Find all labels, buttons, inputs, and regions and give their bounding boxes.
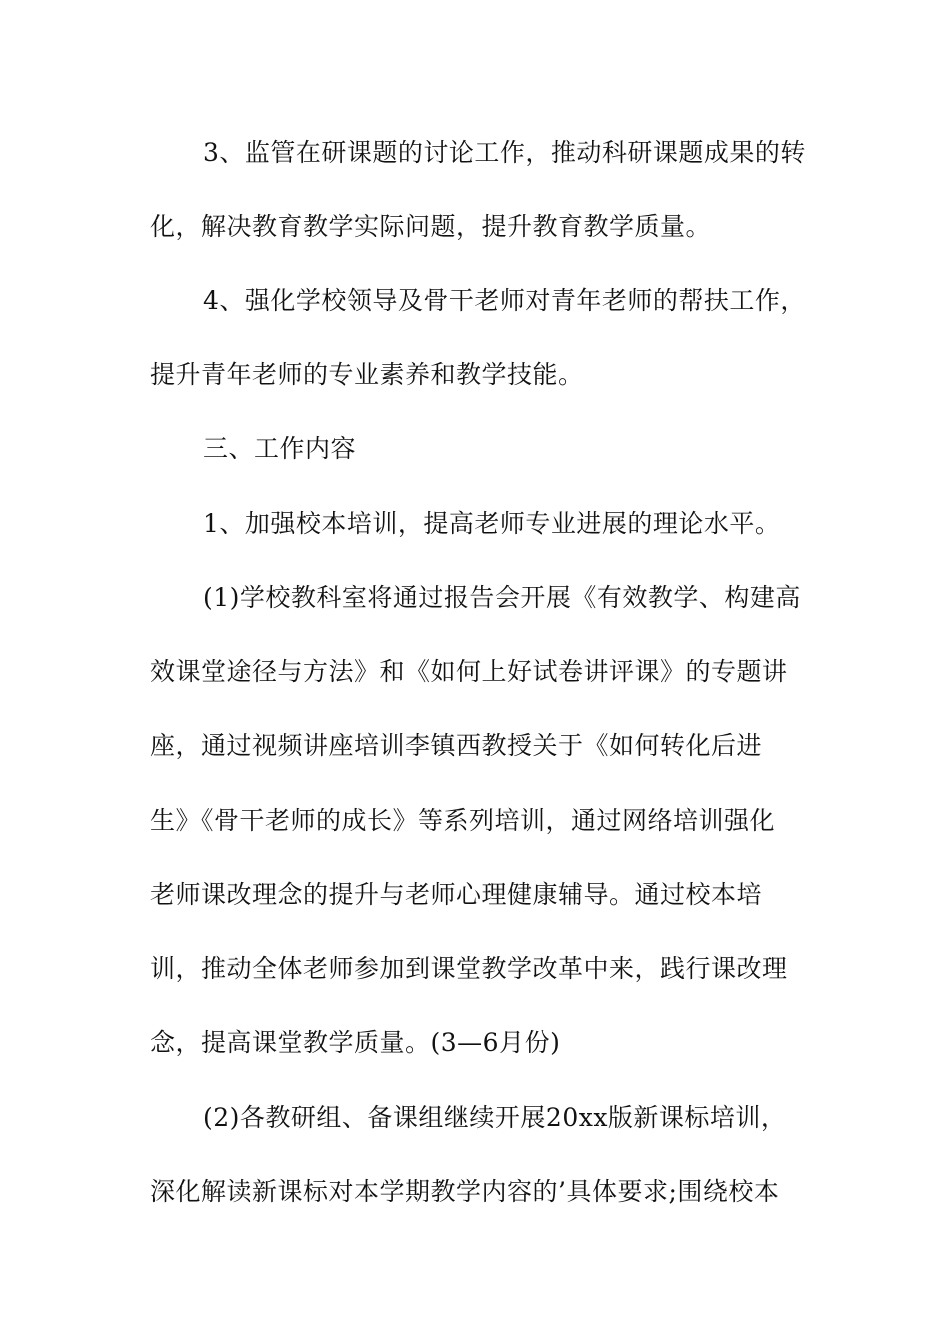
text-line: 4、强化学校领导及骨干老师对青年老师的帮扶工作， (203, 286, 806, 315)
text-line: 念，提高课堂教学质量。(3—6月份) (150, 1028, 561, 1057)
text-line: 座，通过视频讲座培训李镇西教授关于《如何转化后进 (150, 731, 763, 760)
text-line: (1)学校教科室将通过报告会开展《有效教学、构建高 (203, 583, 801, 612)
text-line: (2)各教研组、备课组继续开展20xx版新课标培训， (203, 1103, 787, 1132)
text-line: 3、监管在研课题的讨论工作，推动科研课题成果的转 (203, 138, 806, 167)
text-line: 1、加强校本培训，提高老师专业进展的理论水平。 (203, 509, 781, 538)
text-line: 深化解读新课标对本学期教学内容的’具体要求;围绕校本 (150, 1177, 780, 1206)
text-line: 生》《骨干老师的成长》等系列培训，通过网络培训强化 (150, 806, 776, 835)
section-heading: 三、工作内容 (203, 434, 357, 463)
text-line: 训，推动全体老师参加到课堂教学改革中来，践行课改理 (150, 954, 788, 983)
text-line: 老师课改理念的提升与老师心理健康辅导。通过校本培 (150, 880, 763, 909)
text-line: 效课堂途径与方法》和《如何上好试卷讲评课》的专题讲 (150, 657, 788, 686)
text-line: 化，解决教育教学实际问题，提升教育教学质量。 (150, 212, 712, 241)
text-line: 提升青年老师的专业素养和教学技能。 (150, 360, 584, 389)
